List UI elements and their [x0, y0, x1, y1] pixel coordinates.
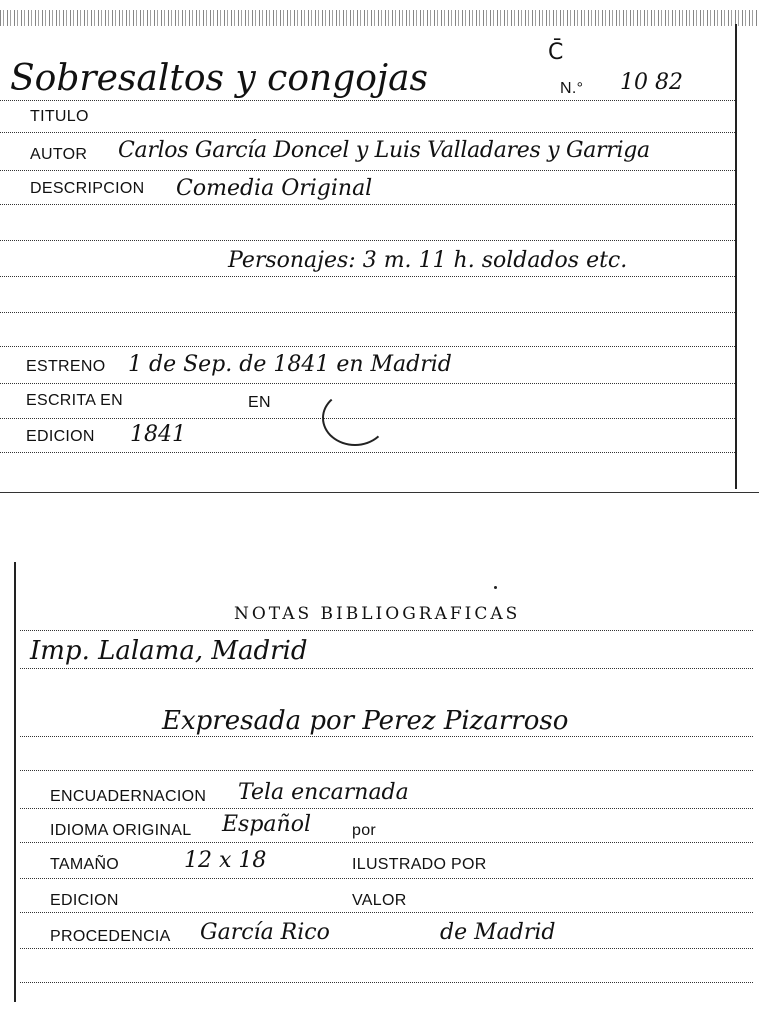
ruled-line	[20, 948, 753, 949]
edicion-label: EDICION	[26, 428, 95, 445]
ruled-line	[0, 240, 735, 241]
ruled-line	[0, 383, 735, 384]
ruled-line	[20, 912, 753, 913]
ruled-line	[0, 276, 735, 277]
card-edge-left	[14, 562, 16, 1002]
idioma-value: Español	[222, 812, 311, 837]
titulo-label: TITULO	[30, 108, 89, 125]
catalog-card-bottom	[0, 540, 759, 1010]
personajes-value: Personajes: 3 m. 11 h. soldados etc.	[228, 248, 628, 273]
number-value: 10 82	[620, 70, 683, 95]
ink-dot	[494, 586, 497, 589]
notes-line-1: Imp. Lalama, Madrid	[30, 636, 308, 666]
ruled-line	[20, 982, 753, 983]
notes-line-2: Expresada por Perez Pizarroso	[162, 706, 569, 736]
procedencia-label: PROCEDENCIA	[50, 928, 171, 945]
ruled-line	[0, 452, 735, 453]
escrita-en-label: ESCRITA EN	[26, 392, 123, 409]
descripcion-label: DESCRIPCION	[30, 180, 145, 197]
valor-label: VALOR	[352, 892, 407, 909]
estreno-label: ESTRENO	[26, 358, 106, 375]
ruled-line	[0, 170, 735, 171]
card-bottom-edge	[0, 492, 759, 493]
autor-label: AUTOR	[30, 146, 88, 163]
por-label: por	[352, 822, 377, 839]
en-label: EN	[248, 394, 271, 411]
autor-value: Carlos García Doncel y Luis Valladares y Garriga	[118, 138, 650, 163]
ruled-line	[20, 878, 753, 879]
card-edge-right	[735, 24, 737, 489]
ruled-line	[0, 418, 735, 419]
ruled-line	[0, 100, 735, 101]
ruled-line	[20, 808, 753, 809]
number-mark: C̄	[548, 40, 564, 65]
notas-heading: NOTAS BIBLIOGRAFICAS	[234, 604, 521, 624]
estreno-value: 1 de Sep. de 1841 en Madrid	[128, 352, 452, 377]
encuadernacion-label: ENCUADERNACION	[50, 788, 207, 805]
procedencia-place: de Madrid	[440, 920, 556, 945]
tamano-label: TAMAÑO	[50, 856, 120, 873]
ruled-line	[20, 736, 753, 737]
ruled-line	[20, 630, 753, 631]
ruled-line	[20, 770, 753, 771]
ilustrado-por-label: ILUSTRADO POR	[352, 856, 487, 873]
procedencia-value: García Rico	[200, 920, 330, 945]
scan-noise-top	[0, 10, 759, 26]
ruled-line	[20, 842, 753, 843]
number-label: N.°	[560, 80, 584, 97]
descripcion-value: Comedia Original	[176, 176, 373, 201]
ruled-line	[0, 312, 735, 313]
catalog-card-top	[0, 0, 759, 494]
tamano-value: 12 x 18	[184, 848, 267, 873]
idioma-label: IDIOMA ORIGINAL	[50, 822, 192, 839]
ruled-line	[20, 668, 753, 669]
edicion-label: EDICION	[50, 892, 119, 909]
ruled-line	[0, 132, 735, 133]
ruled-line	[0, 346, 735, 347]
ruled-line	[0, 204, 735, 205]
title-value: Sobresaltos y congojas	[10, 58, 429, 99]
encuadernacion-value: Tela encarnada	[238, 780, 409, 805]
edicion-value: 1841	[130, 422, 186, 447]
